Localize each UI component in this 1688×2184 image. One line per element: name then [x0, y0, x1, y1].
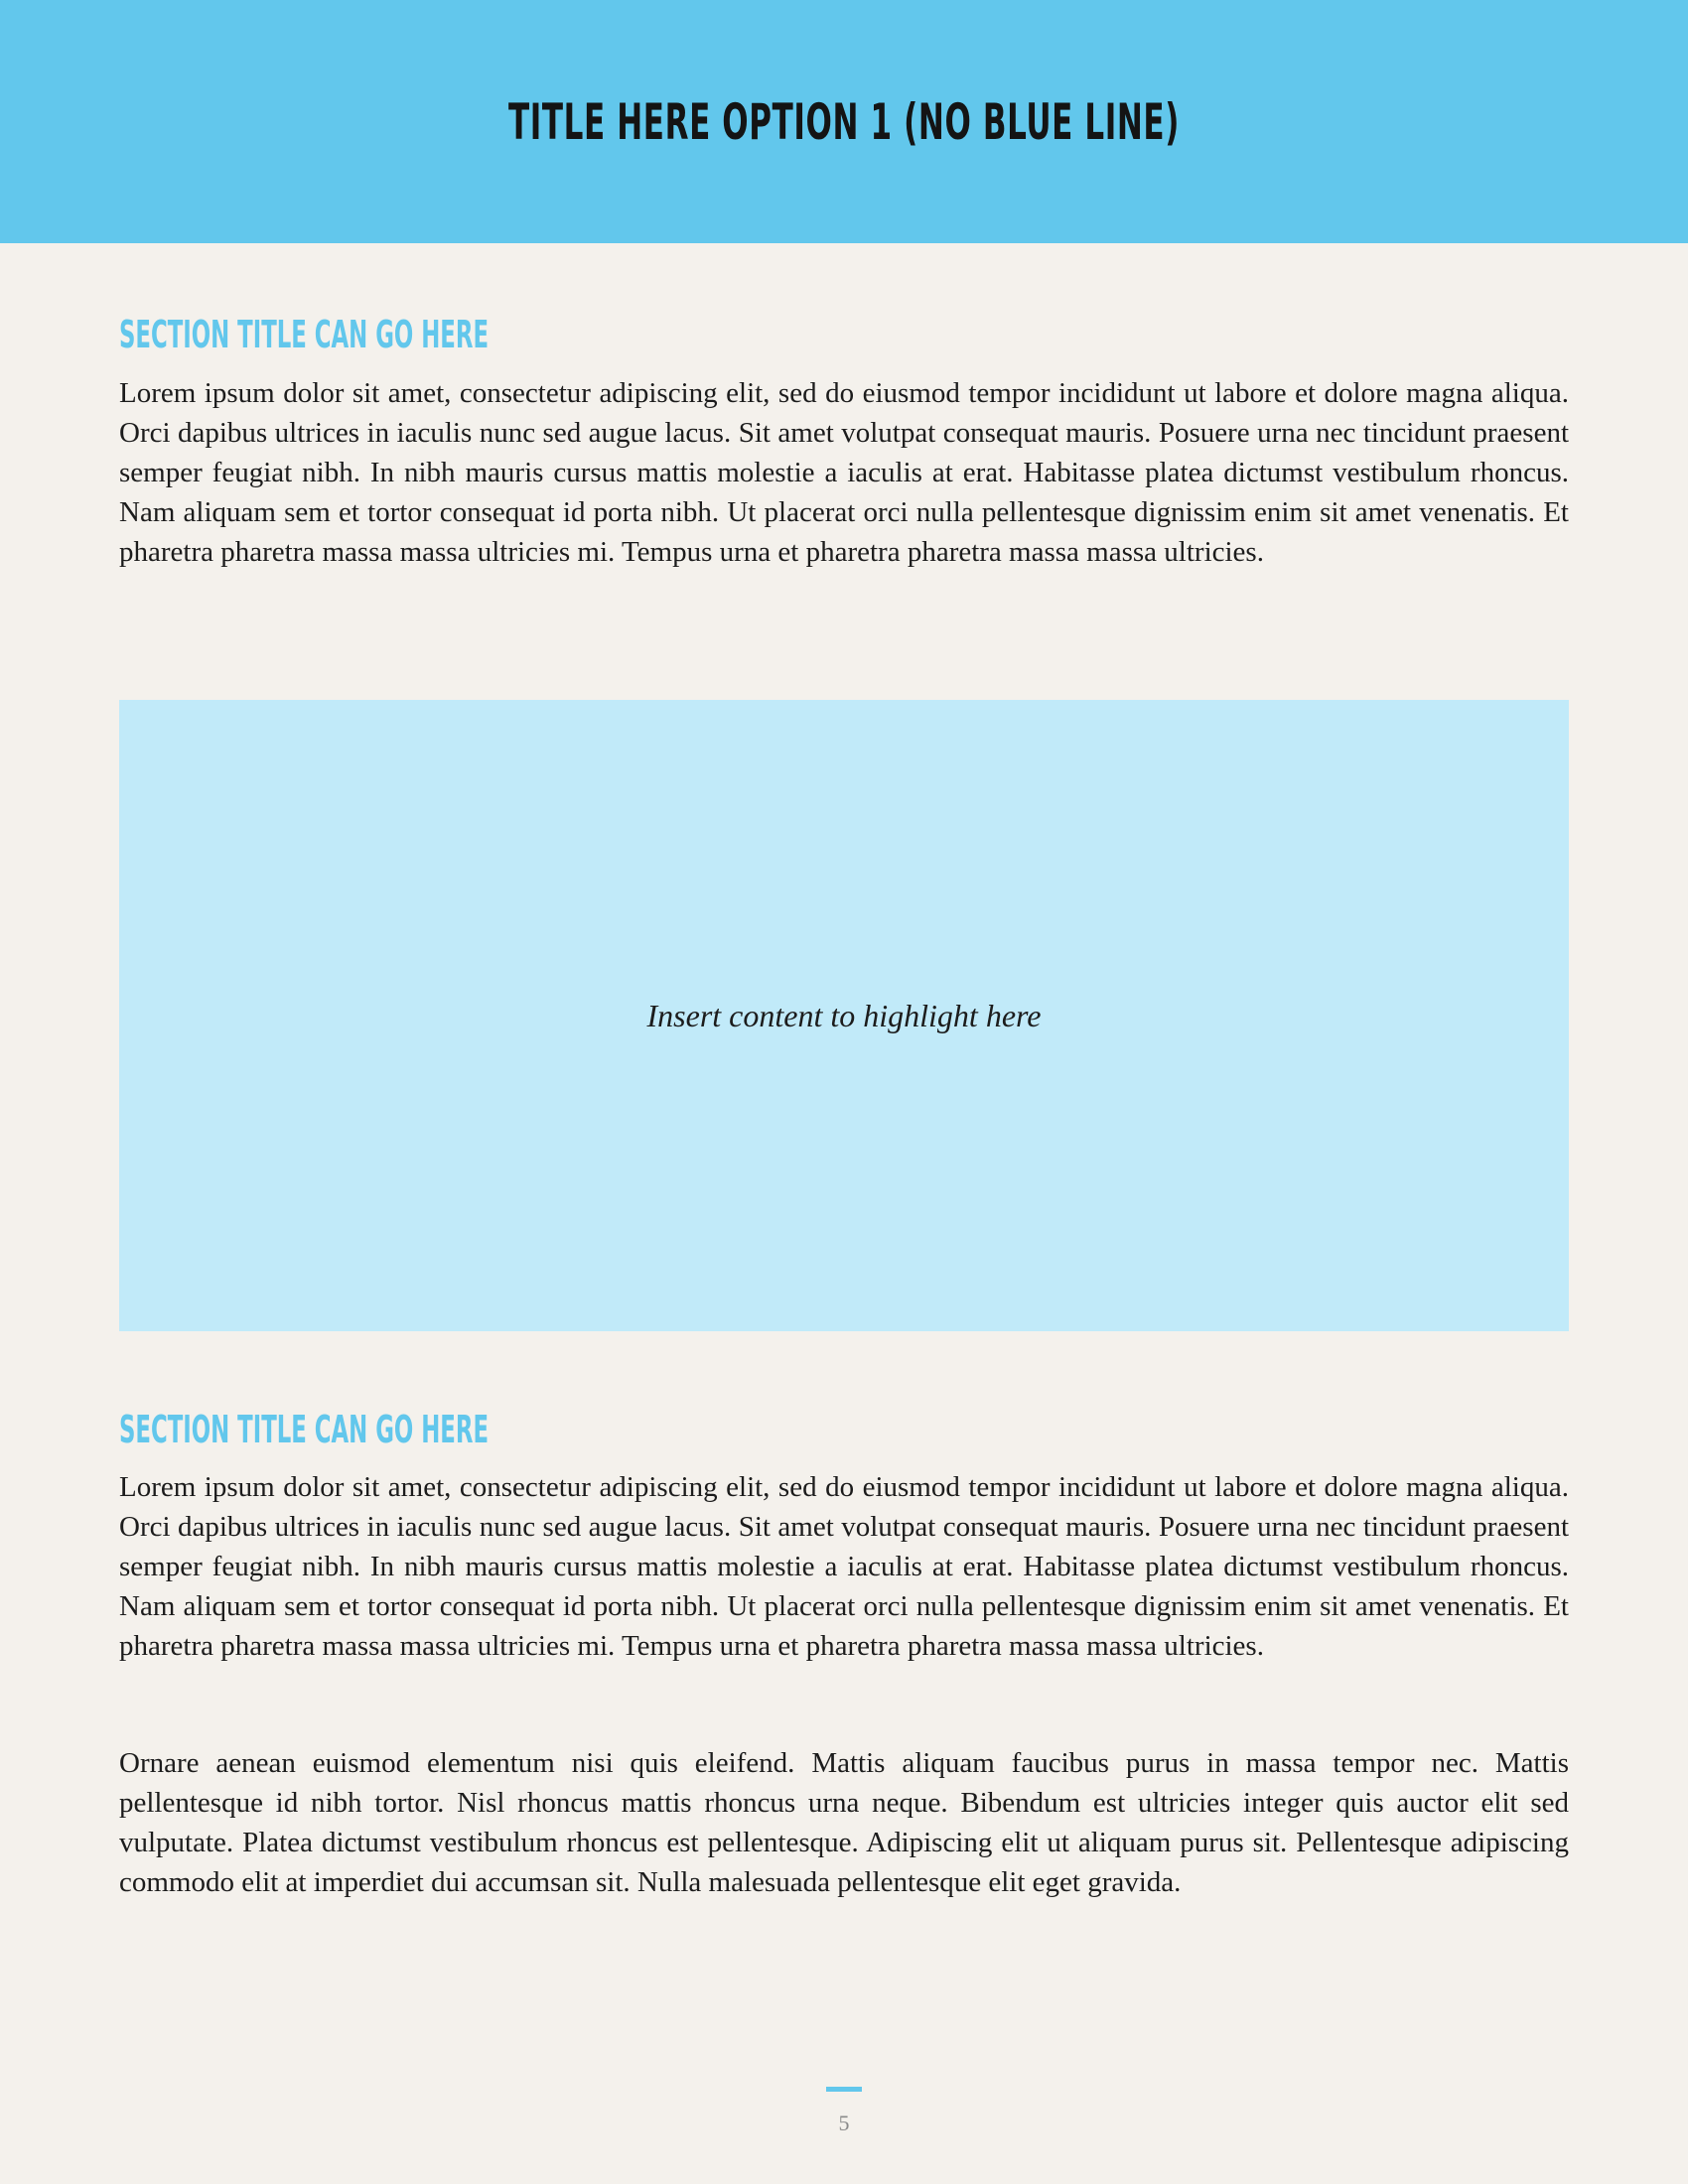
page-title: TITLE HERE OPTION 1 (NO BLUE LINE) — [507, 93, 1181, 151]
section-2-paragraph-1: Lorem ipsum dolor sit amet, consectetur adipiscing elit, sed do eiusmod tempor incididunt ut labore et dolore magna aliqua. Orci dapibus ultrices in iaculis nunc sed augue lacus. Sit amet volutpat consequat mauris. Posuere urna nec tincidunt praesent semper feugiat nibh. In nibh mauris cursus mattis molestie a iaculis at erat. Habitasse platea dictumst vestibulum rhoncus. Nam aliquam sem et tortor consequat id porta nibh. Ut placerat orci nulla pellentesque dignissim enim sit amet venenatis. Et pharetra pharetra massa massa ultricies mi. Tempus urna et pharetra pharetra massa massa ultricies. — [119, 1471, 1569, 1662]
page-number-rule — [826, 2087, 862, 2092]
page-number: 5 — [838, 2111, 850, 2135]
section-1-paragraph-1: Lorem ipsum dolor sit amet, consectetur adipiscing elit, sed do eiusmod tempor incididunt ut labore et dolore magna aliqua. Orci dapibus ultrices in iaculis nunc sed augue lacus. Sit amet volutpat consequat mauris. Posuere urna nec tincidunt praesent semper feugiat nibh. In nibh mauris cursus mattis molestie a iaculis at erat. Habitasse platea dictumst vestibulum rhoncus. Nam aliquam sem et tortor consequat id porta nibh. Ut placerat orci nulla pellentesque dignissim enim sit amet venenatis. Et pharetra pharetra massa massa ultricies mi. Tempus urna et pharetra pharetra massa massa ultricies. — [119, 377, 1569, 568]
section-1-title: SECTION TITLE CAN GO HERE — [119, 313, 490, 356]
section-2-paragraph-2: Ornare aenean euismod elementum nisi quis eleifend. Mattis aliquam faucibus purus in massa tempor nec. Mattis pellentesque id nibh tortor. Nisl rhoncus mattis rhoncus urna neque. Bibendum est ultricies integer quis auctor elit sed vulputate. Platea dictumst vestibulum rhoncus est pellentesque. Adipiscing elit ut aliquam purus sit. Pellentesque adipiscing commodo elit at imperdiet dui accumsan sit. Nulla malesuada pellentesque elit eget gravida. — [119, 1747, 1569, 1898]
highlight-text: Insert content to highlight here — [646, 997, 1042, 1033]
highlight-box — [119, 700, 1569, 1331]
section-2-title: SECTION TITLE CAN GO HERE — [119, 1408, 490, 1451]
